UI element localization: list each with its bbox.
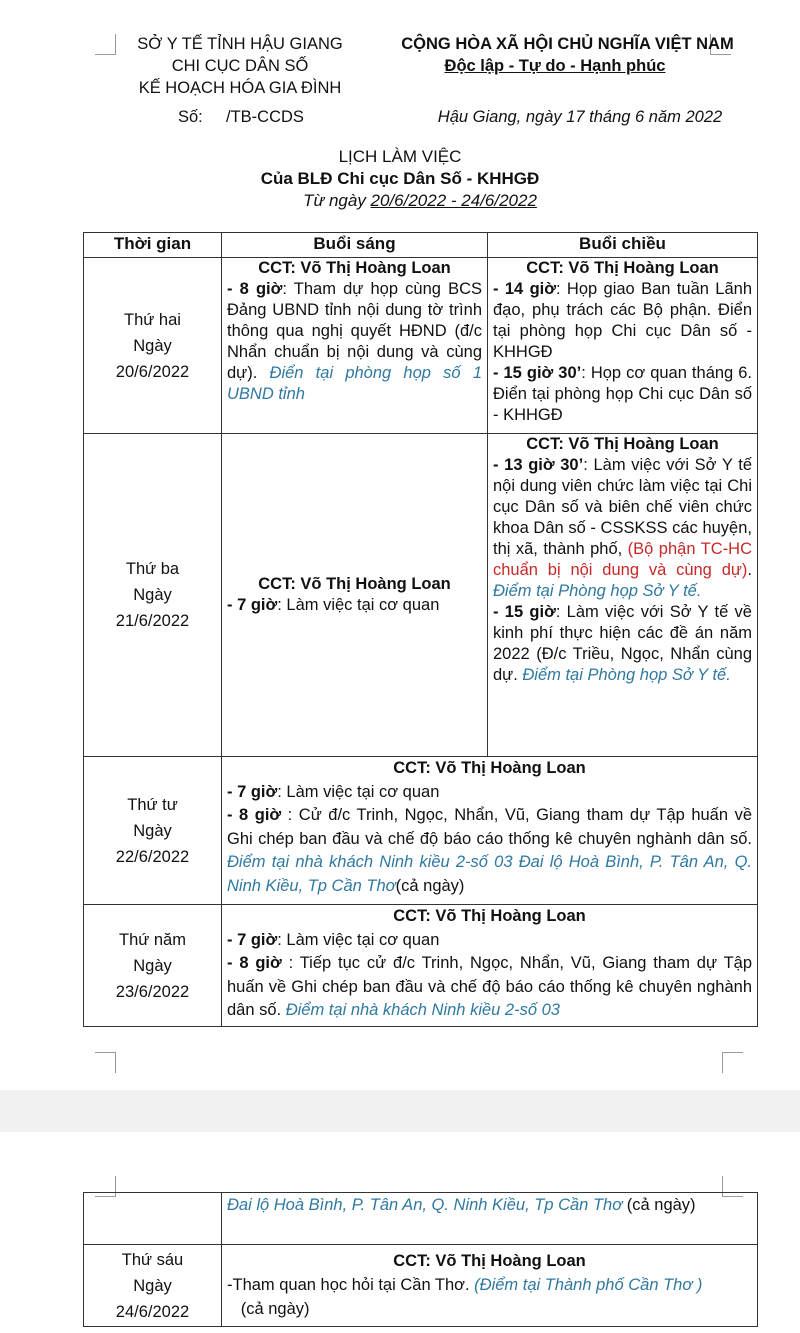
event-tail: (cả ngày) bbox=[622, 1196, 696, 1214]
event-place: Đai lộ Hoà Bình, P. Tân An, Q. Ninh Kiều, Tp Cần Thơ bbox=[227, 1196, 623, 1214]
column-header-afternoon: Buổi chiều bbox=[488, 233, 758, 258]
full-day-cell bbox=[222, 905, 758, 1027]
document-page-2 bbox=[0, 1132, 800, 1333]
day-cell bbox=[84, 1245, 222, 1327]
full-day-cell bbox=[222, 757, 758, 905]
event-time: - 7 giờ bbox=[227, 782, 278, 801]
event-place: (Điểm tại Thành phố Cần Thơ ) bbox=[474, 1276, 703, 1294]
full-day-cell bbox=[222, 1193, 758, 1245]
national-motto: Độc lập - Tự do - Hạnh phúc bbox=[444, 57, 666, 75]
day-date: 20/6/2022 bbox=[115, 362, 190, 381]
day-date: 22/6/2022 bbox=[115, 847, 190, 866]
event-punct: . bbox=[747, 561, 752, 579]
org-line-2: CHI CỤC DÂN SỐ bbox=[171, 57, 309, 75]
day-label: Ngày bbox=[133, 821, 172, 840]
cct-leader: CCT: Võ Thị Hoàng Loan bbox=[393, 907, 586, 925]
schedule-title: LỊCH LÀM VIỆC bbox=[338, 147, 462, 166]
event-time: - 15 giờ bbox=[493, 603, 556, 621]
cct-leader: CCT: Võ Thị Hoàng Loan bbox=[526, 259, 719, 277]
day-cell bbox=[84, 434, 222, 757]
morning-cell bbox=[222, 258, 488, 434]
event-text: : Tham dự họp cùng BCS Đảng UBND tỉnh nội dung tờ trình thông qua nghị quyết HĐND (đ/c Nhẩn chuẩn bị nội dung và cùng dự). bbox=[227, 280, 483, 382]
event-text: : Tiếp tục cử đ/c Trinh, Ngọc, Nhẩn, Vũ, Giang tham dự Tập huấn về Ghi chép ban đầu và chế độ báo cáo thống kê chuyên nghành dân số. bbox=[227, 954, 752, 1019]
day-date: 24/6/2022 bbox=[115, 1302, 190, 1321]
afternoon-cell bbox=[488, 434, 758, 757]
event-time: - 13 giờ 30’ bbox=[493, 456, 584, 474]
event-text: : Làm việc tại cơ quan bbox=[277, 596, 440, 614]
afternoon-cell bbox=[488, 258, 758, 434]
event-place: Điểm tại Phòng họp Sở Y tế. bbox=[493, 582, 702, 600]
event-text: : Làm việc tại cơ quan bbox=[277, 782, 440, 801]
event-text: : Cử đ/c Trinh, Ngọc, Nhẩn, Vũ, Giang tham dự Tập huấn về Ghi chép ban đầu và chế độ báo cáo thống kê chuyên nghành dân số. bbox=[227, 806, 752, 848]
margin-corner-mark bbox=[95, 34, 116, 55]
date-range-prefix: Từ ngày bbox=[303, 191, 371, 210]
cct-leader: CCT: Võ Thị Hoàng Loan bbox=[258, 259, 451, 277]
day-label: Ngày bbox=[133, 336, 172, 355]
table-row-thursday-continued bbox=[84, 1193, 758, 1245]
event-time: - 14 giờ bbox=[493, 280, 556, 298]
margin-corner-mark bbox=[722, 1052, 743, 1073]
org-line-3: KẾ HOẠCH HÓA GIA ĐÌNH bbox=[138, 79, 342, 97]
event-tail: (cả ngày) bbox=[227, 1300, 310, 1318]
margin-corner-mark bbox=[95, 1052, 116, 1073]
schedule-subtitle: Của BLĐ Chi cục Dân Số - KHHGĐ bbox=[260, 169, 540, 188]
event-text: : Họp cơ quan tháng 6. Điển tại phòng họp Chi cục Dân số - KHHGĐ bbox=[493, 364, 752, 424]
day-name: Thứ năm bbox=[119, 930, 186, 949]
event-text: : Làm việc với Sở Y tế về kinh phí thực hiện các đề án năm 2022 (Đ/c Triều, Ngọc, Nhẩn cùng dự. bbox=[493, 603, 752, 684]
morning-cell bbox=[222, 434, 488, 757]
event-time: - 7 giờ bbox=[227, 596, 278, 614]
table-header-row bbox=[84, 233, 758, 258]
day-name: Thứ ba bbox=[125, 560, 180, 578]
cct-leader: CCT: Võ Thị Hoàng Loan bbox=[258, 575, 451, 593]
event-text: : Họp giao Ban tuần Lãnh đạo, phụ trách các Bộ phận. Điển tại phòng họp Chi cục Dân số - KHHGĐ bbox=[493, 280, 752, 361]
page-gap bbox=[0, 1090, 800, 1132]
day-label: Ngày bbox=[133, 586, 172, 604]
country-name: CỘNG HÒA XÃ HỘI CHỦ NGHĨA VIỆT NAM bbox=[401, 35, 734, 53]
day-date: 23/6/2022 bbox=[115, 982, 190, 1001]
event-time: - 15 giờ 30’ bbox=[493, 364, 582, 382]
day-name: Thứ hai bbox=[124, 310, 181, 329]
day-cell bbox=[84, 258, 222, 434]
event-time: - 7 giờ bbox=[227, 930, 278, 949]
org-line-1: SỞ Y TẾ TỈNH HẬU GIANG bbox=[137, 35, 343, 53]
event-note-red: (Bộ phận TC-HC chuẩn bị nội dung và cùng dự) bbox=[493, 540, 752, 579]
schedule-table bbox=[83, 232, 758, 1027]
document-number-value: /TB-CCDS bbox=[226, 108, 304, 126]
table-row-monday bbox=[84, 258, 758, 434]
column-header-time: Thời gian bbox=[84, 233, 222, 258]
schedule-date-range bbox=[0, 190, 800, 212]
event-text: -Tham quan học hỏi tại Cần Thơ. bbox=[227, 1276, 475, 1294]
day-cell bbox=[84, 905, 222, 1027]
day-name: Thứ tư bbox=[127, 795, 178, 814]
day-cell bbox=[84, 1193, 222, 1245]
day-label: Ngày bbox=[133, 956, 172, 975]
event-text: : Làm việc với Sở Y tế nội dung viên chức làm việc tại Chi cục Dân số và biên chế viên chức khoa Dân số - CSSKSS các huyện, thị xã, thành phố, bbox=[493, 456, 752, 558]
day-label: Ngày bbox=[133, 1276, 172, 1295]
day-date: 21/6/2022 bbox=[115, 612, 190, 630]
table-row-friday bbox=[84, 1245, 758, 1327]
cct-leader: CCT: Võ Thị Hoàng Loan bbox=[393, 759, 586, 777]
event-time: - 8 giờ bbox=[227, 954, 282, 972]
event-time: - 8 giờ bbox=[227, 806, 282, 824]
column-header-morning: Buổi sáng bbox=[222, 233, 488, 258]
event-place: Điểm tại Phòng họp Sở Y tế. bbox=[522, 666, 731, 684]
day-cell bbox=[84, 757, 222, 905]
table-row-thursday bbox=[84, 905, 758, 1027]
event-time: - 8 giờ bbox=[227, 280, 283, 298]
full-day-cell bbox=[222, 1245, 758, 1327]
schedule-table-continued bbox=[83, 1192, 758, 1327]
event-place: Điểm tại nhà khách Ninh kiều 2-số 03 Đai lộ Hoà Bình, P. Tân An, Q. Ninh Kiều, Tp Cần Thơ bbox=[227, 853, 752, 895]
place-and-date: Hậu Giang, ngày 17 tháng 6 năm 2022 bbox=[437, 108, 723, 126]
table-row-wednesday bbox=[84, 757, 758, 905]
date-range-dates: 20/6/2022 - 24/6/2022 bbox=[370, 191, 537, 210]
day-name: Thứ sáu bbox=[121, 1250, 184, 1269]
event-place: Điểm tại nhà khách Ninh kiều 2-số 03 bbox=[285, 1001, 560, 1019]
event-tail: (cả ngày) bbox=[395, 876, 465, 895]
event-text: : Làm việc tại cơ quan bbox=[277, 930, 440, 949]
table-row-tuesday bbox=[84, 434, 758, 757]
document-number-label: Số: bbox=[178, 108, 203, 126]
event-place: Điển tại phòng họp số 1 UBND tỉnh bbox=[227, 364, 482, 403]
cct-leader: CCT: Võ Thị Hoàng Loan bbox=[526, 435, 719, 453]
cct-leader: CCT: Võ Thị Hoàng Loan bbox=[393, 1252, 586, 1270]
